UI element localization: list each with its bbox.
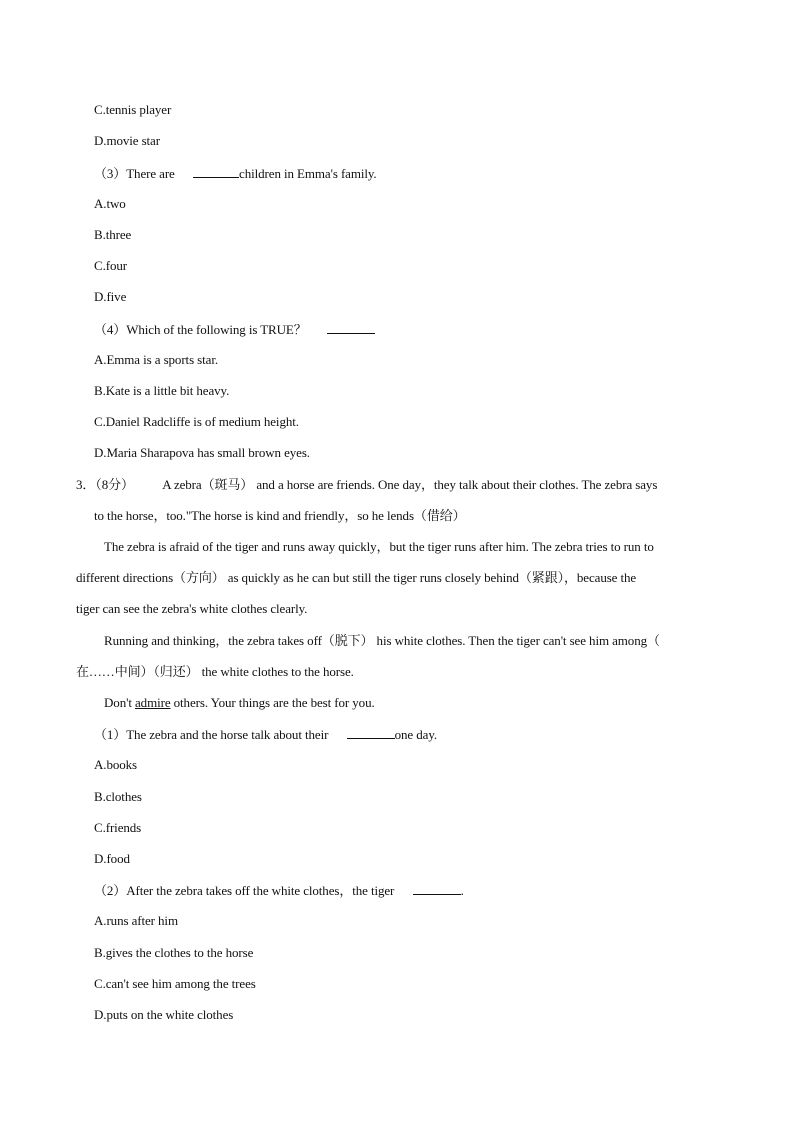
question-number: 3．（8分） <box>76 477 134 492</box>
passage-line <box>104 695 375 711</box>
option-d: D.Maria Sharapova has small brown eyes. <box>94 445 310 460</box>
passage-line: different directions（方向） as quickly as he can but still the tiger runs closely behind（紧跟），because the <box>76 570 637 585</box>
question-text: （1）The zebra and the horse talk about their <box>94 727 329 742</box>
passage-line: The zebra is afraid of the tiger and runs away quickly，but the tiger runs after him. The zebra tries to run to <box>104 539 654 554</box>
passage-text: Don't <box>104 695 135 710</box>
question-stem <box>94 321 375 338</box>
passage-line: 在……中间）（归还） the white clothes to the horse. <box>76 664 354 679</box>
question-text-suffix: children in Emma's family. <box>239 166 377 181</box>
answer-blank <box>413 882 461 895</box>
answer-blank <box>327 321 375 334</box>
option-a: A.runs after him <box>94 913 178 928</box>
question-stem <box>94 882 464 899</box>
option-b: B.three <box>94 227 132 242</box>
question-text-suffix: one day. <box>394 727 438 742</box>
passage-line: tiger can see the zebra's white clothes clearly. <box>76 601 308 616</box>
question-text: （4）Which of the following is TRUE？ <box>94 322 307 337</box>
option-c: C.tennis player <box>94 102 172 117</box>
option-c: C.four <box>94 258 127 273</box>
answer-blank <box>347 726 395 739</box>
question-stem <box>94 165 377 182</box>
option-d: D.puts on the white clothes <box>94 1007 234 1022</box>
passage-line: to the horse，too."The horse is kind and friendly，so he lends（借给） <box>94 508 466 523</box>
question-stem <box>94 726 437 743</box>
passage-text: A zebra（斑马） and a horse are friends. One day，they talk about their clothes. The zebra says <box>162 477 658 492</box>
option-b: B.gives the clothes to the horse <box>94 945 254 960</box>
option-c: C.friends <box>94 820 142 835</box>
underlined-word: admire <box>135 695 171 710</box>
option-b: B.clothes <box>94 789 142 804</box>
option-a: A.Emma is a sports star. <box>94 352 218 367</box>
option-a: A.books <box>94 757 137 772</box>
question-text: （2）After the zebra takes off the white clothes，the tiger <box>94 883 395 898</box>
option-d: D.food <box>94 851 130 866</box>
option-c: C.can't see him among the trees <box>94 976 256 991</box>
answer-blank <box>193 165 239 178</box>
option-d: D.movie star <box>94 133 160 148</box>
question-text: （3）There are <box>94 166 175 181</box>
option-d: D.five <box>94 289 127 304</box>
option-a: A.two <box>94 196 126 211</box>
passage-text: others. Your things are the best for you. <box>170 695 375 710</box>
option-c: C.Daniel Radcliffe is of medium height. <box>94 414 299 429</box>
question-text-suffix: . <box>460 883 464 898</box>
question-header <box>76 477 657 493</box>
option-b: B.Kate is a little bit heavy. <box>94 383 230 398</box>
passage-line: Running and thinking，the zebra takes off（脱下） his white clothes. Then the tiger can't see him among（ <box>104 633 660 648</box>
